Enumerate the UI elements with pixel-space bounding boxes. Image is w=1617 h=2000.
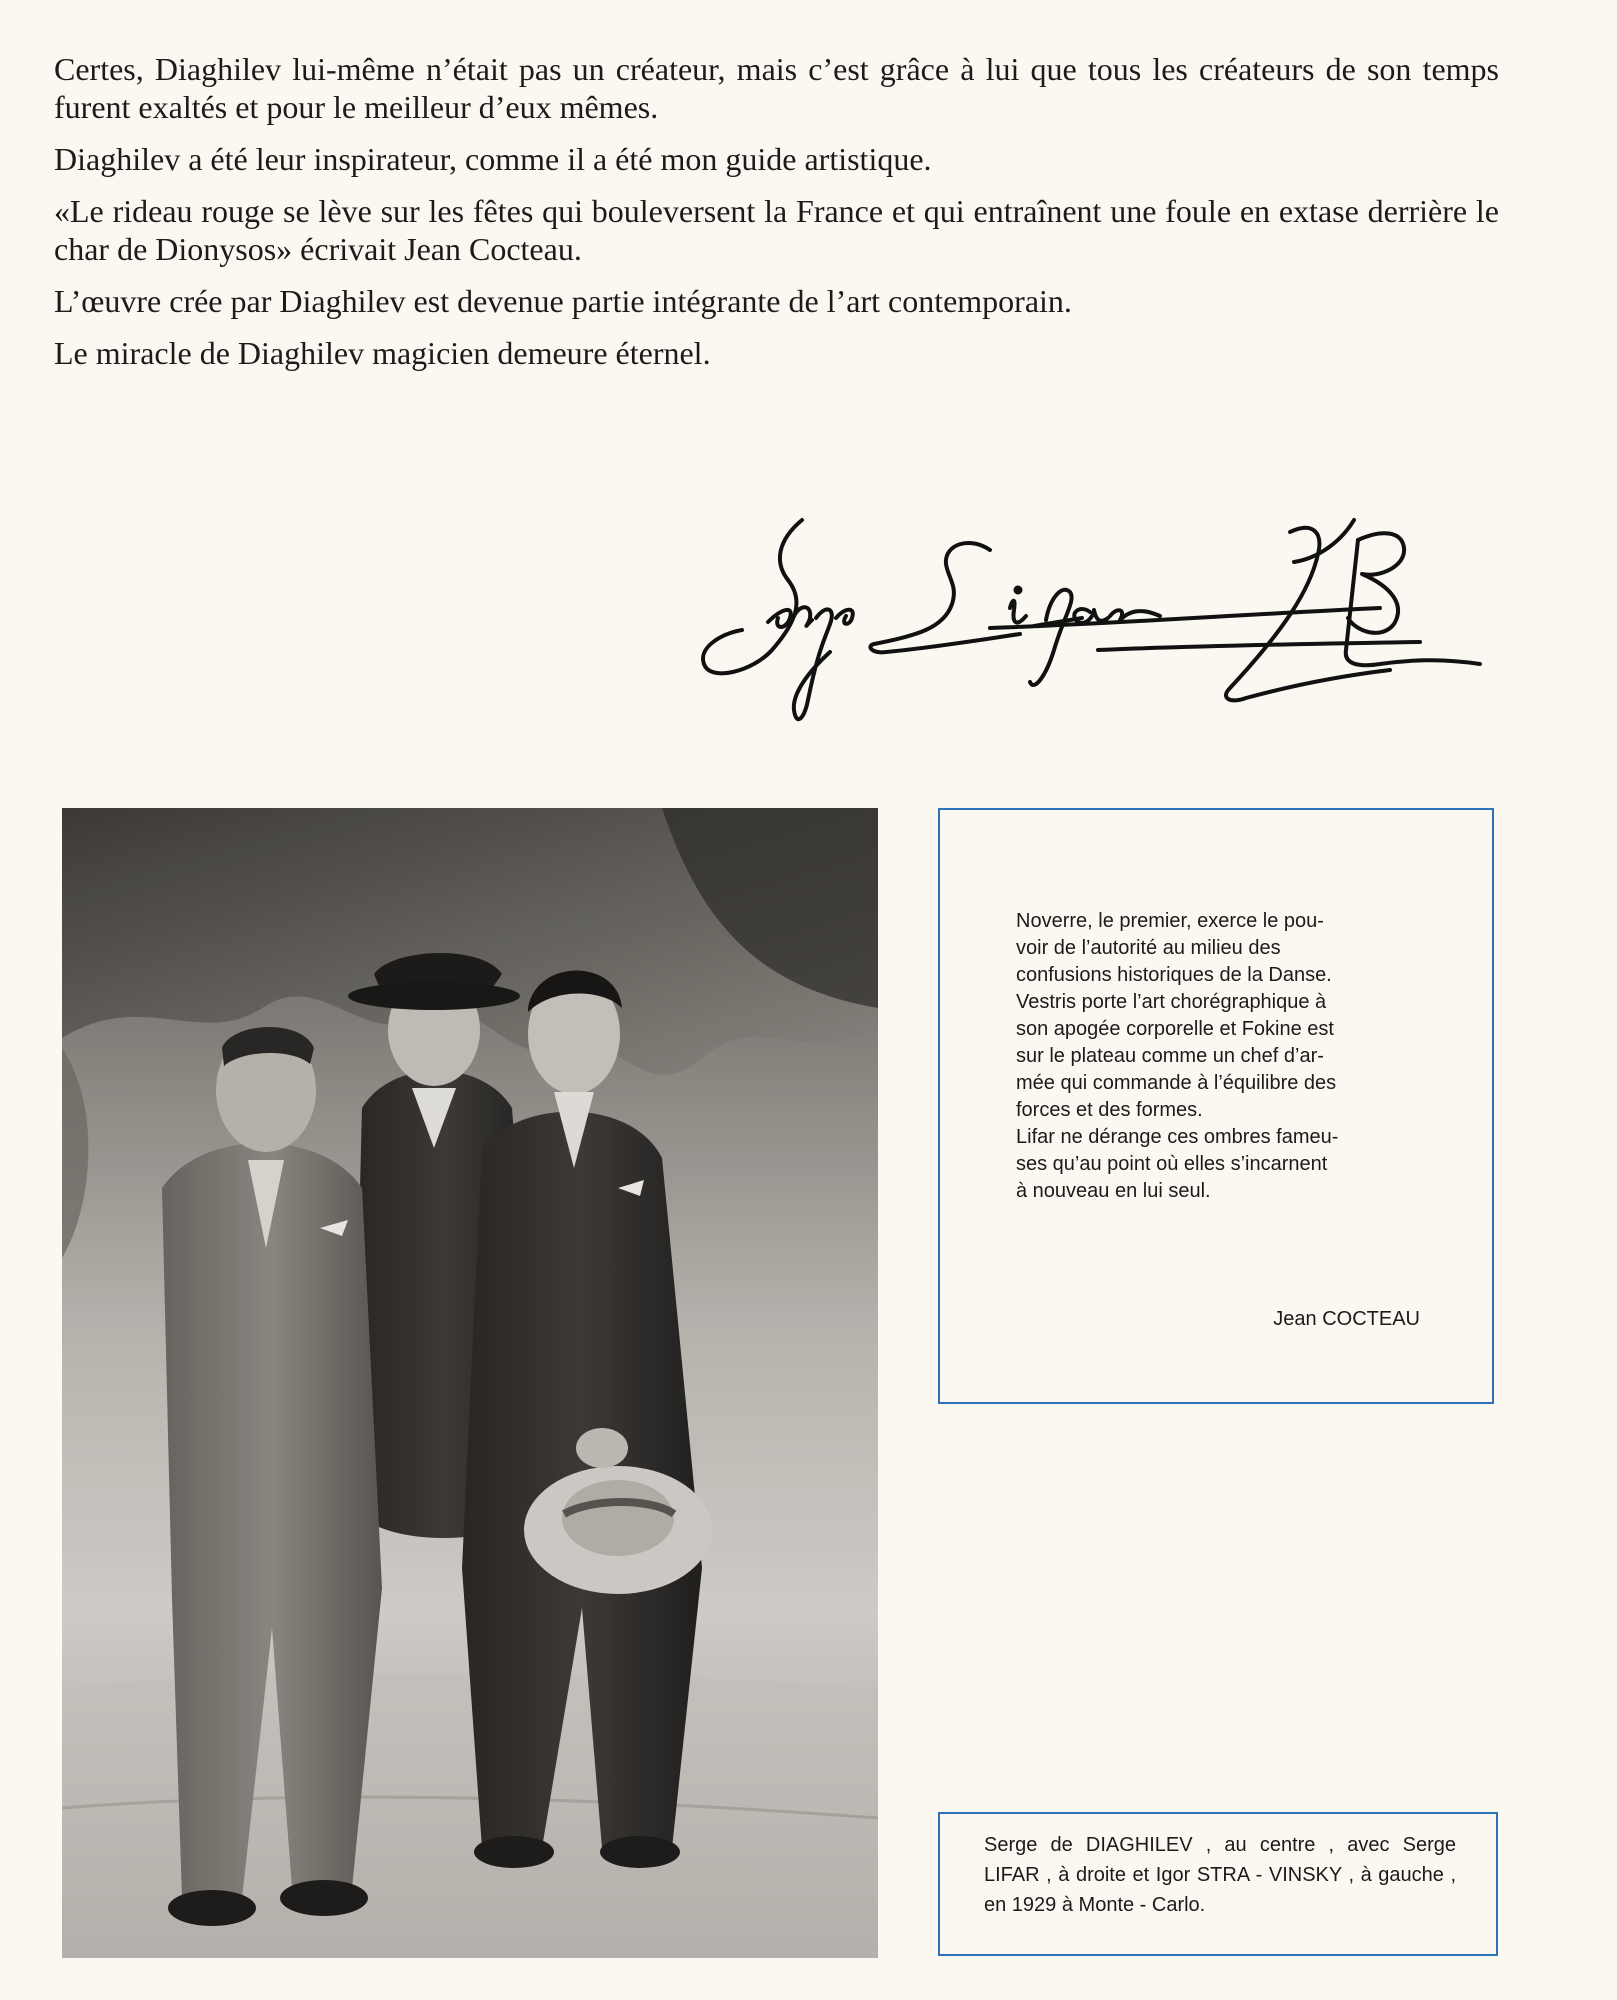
photo-caption-box xyxy=(938,1812,1498,1956)
quote-line: à nouveau en lui seul. xyxy=(1016,1180,1211,1202)
photo-illustration xyxy=(62,808,878,1958)
intro-paragraph: L’œuvre crée par Diaghilev est devenue partie intégrante de l’art contemporain. xyxy=(54,283,1072,319)
quote-author: Jean COCTEAU xyxy=(1273,1308,1420,1330)
intro-text xyxy=(54,50,1499,386)
quote-line: Noverre, le premier, exerce le pou- xyxy=(1016,910,1324,932)
photo-caption: Serge de DIAGHILEV , au centre , avec Serge LIFAR , à droite et Igor STRA - VINSKY , à gauche , en 1929 à Monte - Carlo. xyxy=(984,1834,1456,1916)
quote-text xyxy=(1016,908,1422,1205)
quote-line: forces et des formes. xyxy=(1016,1099,1203,1121)
quote-line: voir de l’autorité au milieu des xyxy=(1016,937,1281,959)
signature-drawing xyxy=(690,500,1510,730)
intro-paragraph: Diaghilev a été leur inspirateur, comme il a été mon guide artistique. xyxy=(54,141,932,177)
intro-paragraph: Le miracle de Diaghilev magicien demeure éternel. xyxy=(54,335,711,371)
cocteau-quote-box xyxy=(938,808,1494,1404)
historic-photo xyxy=(62,808,878,1958)
quote-line: sur le plateau comme un chef d’ar- xyxy=(1016,1045,1324,1067)
intro-paragraph: Certes, Diaghilev lui-même n’était pas un créateur, mais c’est grâce à lui que tous les créateurs de son temps furent exaltés et pour le meilleur d’eux mêmes. xyxy=(54,51,1499,125)
signature xyxy=(690,500,1510,730)
intro-paragraph: «Le rideau rouge se lève sur les fêtes qui bouleversent la France et qui entraînent une foule en extase derrière le char de Dionysos» écrivait Jean Cocteau. xyxy=(54,193,1499,267)
quote-line: son apogée corporelle et Fokine est xyxy=(1016,1018,1334,1040)
quote-line: ses qu’au point où elles s’incarnent xyxy=(1016,1153,1328,1175)
quote-line: Lifar ne dérange ces ombres fameu- xyxy=(1016,1126,1339,1148)
quote-line: Vestris porte l’art chorégraphique à xyxy=(1016,991,1327,1013)
quote-line: confusions historiques de la Danse. xyxy=(1016,964,1332,986)
quote-line: mée qui commande à l’équilibre des xyxy=(1016,1072,1337,1094)
